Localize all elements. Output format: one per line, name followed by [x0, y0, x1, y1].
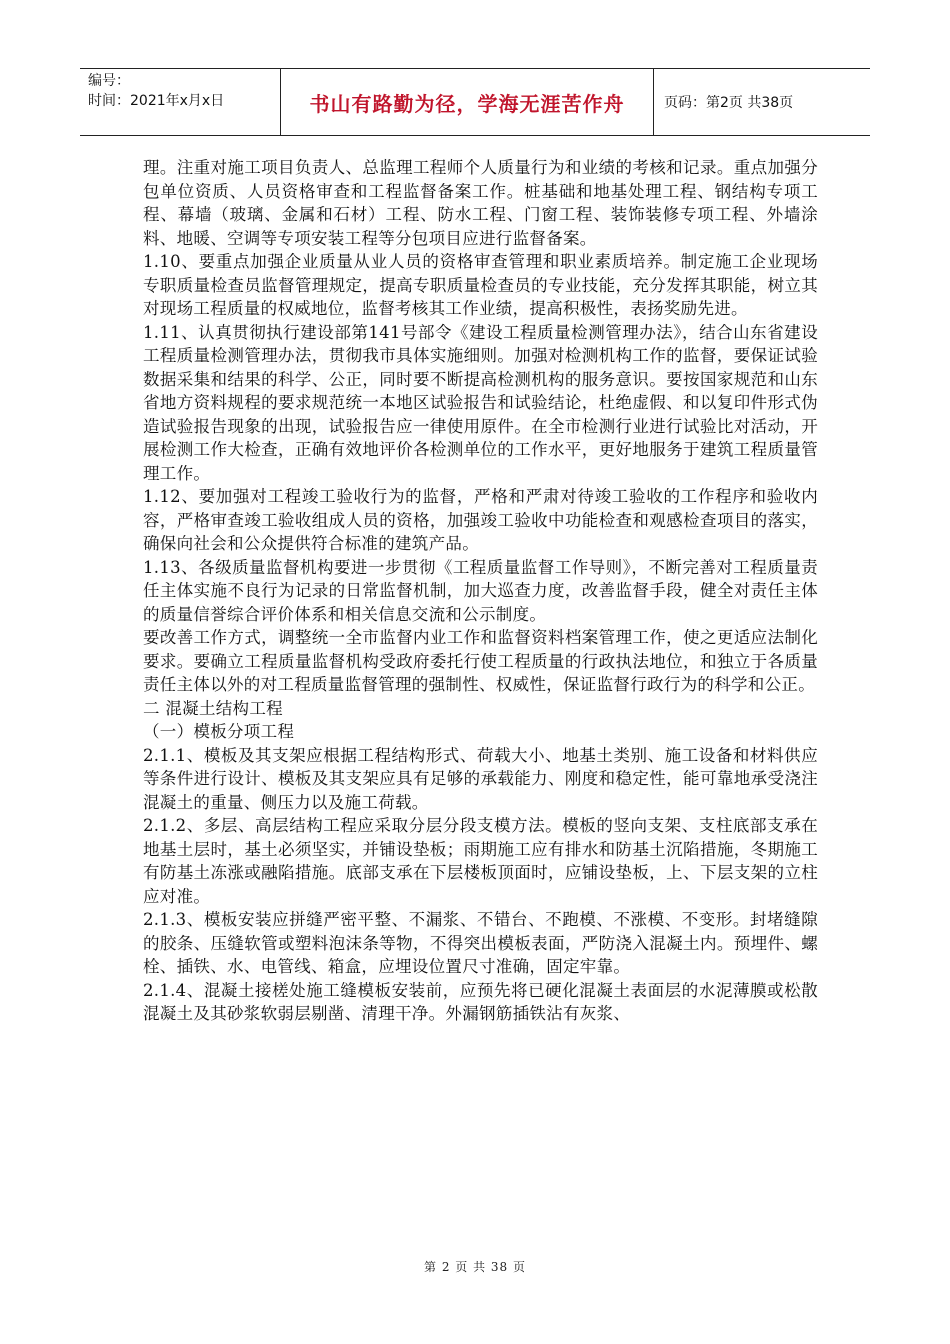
paragraph: 2.1.2、多层、高层结构工程应采取分层分段支模方法。模板的竖向支架、支柱底部支承在地基土层时，基土必须坚实，并铺设垫板；雨期施工应有排水和防基土沉陷措施，冬期施工有防基土冻涨或融陷措施。底部支承在下层楼板顶面时，应铺设垫板，上、下层支架的立柱应对准。 — [143, 816, 818, 906]
paragraph: 2.1.3、模板安装应拼缝严密平整、不漏浆、不错台、不跑模、不涨模、不变形。封堵缝隙的胶条、压缝软管或塑料泡沫条等物，不得突出模板表面，严防浇入混凝土内。预埋件、螺栓、插铁、水、电管线、箱盒，应埋设位置尺寸准确，固定牢靠。 — [143, 910, 818, 976]
paragraph: 要改善工作方式，调整统一全市监督内业工作和监督资料档案管理工作，使之更适应法制化要求。要确立工程质量监督机构受政府委托行使工程质量的行政执法地位，和独立于各质量责任主体以外的对工程质量监督管理的强制性、权威性，保证监督行政行为的科学和公正。 — [143, 628, 818, 694]
paragraph: 1.10、要重点加强企业质量从业人员的资格审查管理和职业素质培养。制定施工企业现场专职质量检查员监督管理规定，提高专职质量检查员的专业技能，充分发挥其职能，树立其对现场工程质量的权威地位，监督考核其工作业绩，提高积极性，表扬奖励先进。 — [143, 252, 818, 318]
paragraph: 1.13、各级质量监督机构要进一步贯彻《工程质量监督工作导则》，不断完善对工程质量责任主体实施不良行为记录的日常监督机制，加大巡查力度，改善监督手段，健全对责任主体的质量信誉综合评价体系和相关信息交流和公示制度。 — [143, 557, 818, 624]
number-label: 编号： — [88, 73, 130, 89]
paragraph: 2.1.1、模板及其支架应根据工程结构形式、荷载大小、地基土类别、施工设备和材料供应等条件进行设计、模板及其支架应具有足够的承载能力、刚度和稳定性，能可靠地承受浇注混凝土的重量、侧压力以及施工荷载。 — [143, 745, 818, 812]
page-footer: 第 2 页 共 38 页 — [424, 1260, 526, 1274]
paragraph: 1.11、认真贯彻执行建设部第141号部令《建设工程质量检测管理办法》，结合山东省建设工程质量检测管理办法，贯彻我市具体实施细则。加强对检测机构工作的监督，要保证试验数据采集和结果的科学、公正，同时要不断提高检测机构的服务意识。要按国家规范和山东省地方资料规程的要求规范统一本地区试验报告和试验结论，杜绝虚假、和以复印件形式伪造试验报告现象的出现，试验报告应一律使用原件。在全市检测行业进行试验比对活动，开展检测工作大检查，正确有效地评价各检测单位的工作水平，更好地服务于建筑工程质量管理工作。 — [143, 322, 818, 483]
paragraph: 1.12、要加强对工程竣工验收行为的监督，严格和严肃对待竣工验收的工作程序和验收内容，严格审查竣工验收组成人员的资格，加强竣工验收中功能检查和观感检查项目的落实，确保向社会和公众提供符合标准的建筑产品。 — [143, 487, 818, 553]
time-label: 时间：2021年x月x日 — [88, 93, 225, 109]
header-page-info: 页码：第2页 共38页 — [664, 95, 794, 111]
section-heading: 二 混凝土结构工程 — [143, 698, 283, 718]
header-meta — [80, 69, 280, 135]
paragraph: 理。注重对施工项目负责人、总监理工程师个人质量行为和业绩的考核和记录。重点加强分包单位资质、人员资格审查和工程监督备案工作。桩基础和地基处理工程、钢结构专项工程、幕墙（玻璃、金属和石材）工程、防水工程、门窗工程、装饰装修专项工程、外墙涂料、地暖、空调等专项安装工程等分包项目应进行监督备案。 — [143, 158, 818, 248]
document-body — [143, 156, 818, 1026]
page-header — [80, 68, 870, 136]
subsection-heading: （一）模板分项工程 — [143, 722, 295, 741]
paragraph: 2.1.4、混凝土接槎处施工缝模板安装前，应预先将已硬化混凝土表面层的水泥薄膜或松散混凝土及其砂浆软弱层剔凿、清理干净。外漏钢筋插铁沾有灰浆、 — [143, 980, 818, 1023]
header-motto: 书山有路勤为径，学海无涯苦作舟 — [280, 69, 654, 135]
